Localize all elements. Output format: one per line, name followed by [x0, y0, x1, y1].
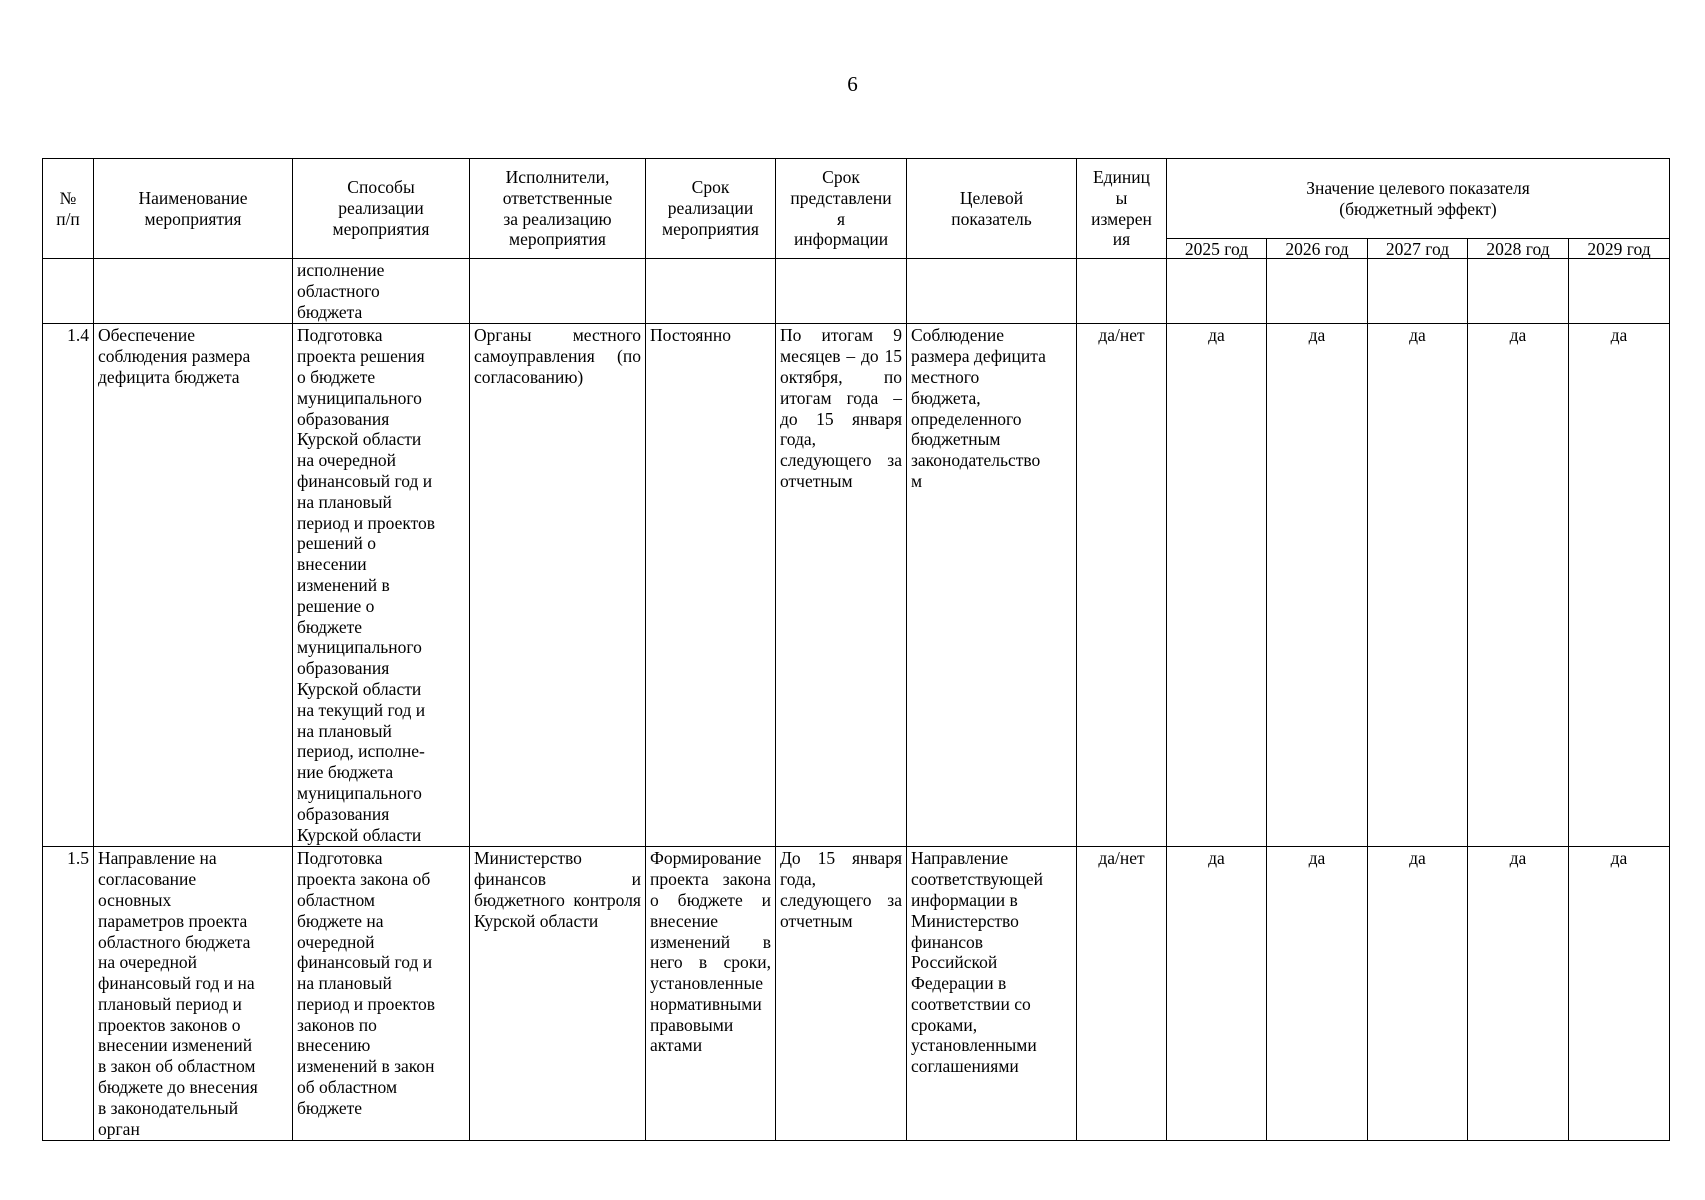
- cell-value-2027: да: [1368, 847, 1468, 1141]
- cell-empty: [94, 259, 293, 324]
- cell-name: Обеспечение соблюдения размера дефицита бюджета: [94, 324, 293, 847]
- cell-empty: [43, 259, 94, 324]
- cell-term: Постоянно: [646, 324, 776, 847]
- cell-value-2025: да: [1167, 847, 1267, 1141]
- cell-empty: [1167, 259, 1267, 324]
- cell-empty: [1468, 259, 1569, 324]
- cell-term: Формирование проекта закона о бюджете и внесение изменений в него в сроки, установленные нормативными правовыми актами: [646, 847, 776, 1141]
- cell-value-2028: да: [1468, 847, 1569, 1141]
- header-year-2028: 2028 год: [1486, 238, 1550, 259]
- cell-num: 1.5: [43, 847, 94, 1141]
- cell-executors: Министерство финансов и бюджетного контроля Курской области: [470, 847, 646, 1141]
- cell-unit: да/нет: [1077, 324, 1167, 847]
- cell-empty: [1569, 259, 1670, 324]
- cell-methods-continuation: исполнение областного бюджета: [293, 259, 470, 324]
- cell-empty: [646, 259, 776, 324]
- header-num: № п/п: [43, 159, 94, 259]
- cell-indicator: Соблюдение размера дефицита местного бюджета, определенного бюджетным законодательство м: [907, 324, 1077, 847]
- measures-table: [42, 158, 1670, 1141]
- cell-report-term: По итогам 9 месяцев – до 15 октября, по итогам года – до 15 января года, следующего за отчетным: [776, 324, 907, 847]
- header-value-group: Значение целевого показателя (бюджетный эффект): [1167, 159, 1670, 239]
- cell-name: Направление на согласование основных параметров проекта областного бюджета на очередной финансовый год и на плановый период и проектов законов о внесении изменений в закон об областном бюджете до внесения в законодательный орган: [94, 847, 293, 1141]
- cell-value-2029: да: [1569, 324, 1670, 847]
- header-row: [43, 159, 1670, 239]
- header-report-term: Срок представлени я информации: [776, 159, 907, 259]
- cell-value-2027: да: [1368, 324, 1468, 847]
- cell-unit: да/нет: [1077, 847, 1167, 1141]
- cell-empty: [1368, 259, 1468, 324]
- header-executors: Исполнители, ответственные за реализацию мероприятия: [470, 159, 646, 259]
- header-year-2029: 2029 год: [1587, 238, 1651, 259]
- header-term: Срок реализации мероприятия: [646, 159, 776, 259]
- header-year-2026: 2026 год: [1285, 238, 1349, 259]
- cell-indicator: Направление соответствующей информации в Министерство финансов Российской Федерации в соответствии со сроками, установленными соглашениями: [907, 847, 1077, 1141]
- cell-empty: [1077, 259, 1167, 324]
- table-row: [43, 847, 1670, 1141]
- cell-num: 1.4: [43, 324, 94, 847]
- table-row: [43, 324, 1670, 847]
- cell-value-2026: да: [1267, 847, 1368, 1141]
- cell-methods: Подготовка проекта закона об областном бюджете на очередной финансовый год и на плановый период и проектов законов по внесению изменений в закон об областном бюджете: [293, 847, 470, 1141]
- header-indicator: Целевой показатель: [907, 159, 1077, 259]
- cell-empty: [907, 259, 1077, 324]
- header-year-2027: 2027 год: [1385, 238, 1450, 259]
- cell-value-2029: да: [1569, 847, 1670, 1141]
- cell-report-term: До 15 января года, следующего за отчетным: [776, 847, 907, 1141]
- cell-value-2025: да: [1167, 324, 1267, 847]
- header-year-2025: 2025 год: [1184, 238, 1249, 259]
- cell-methods: Подготовка проекта решения о бюджете муниципального образования Курской области на очередной финансовый год и на плановый период и проектов решений о внесении изменений в решение о бюджете муниципального образования Курской области на текущий год и на плановый период, исполне- ние бюджета муниципального образования Курской области: [293, 324, 470, 847]
- cell-value-2026: да: [1267, 324, 1368, 847]
- cell-value-2028: да: [1468, 324, 1569, 847]
- page-number: 6: [847, 72, 858, 96]
- header-unit: Единиц ы измерен ия: [1077, 159, 1167, 259]
- cell-empty: [776, 259, 907, 324]
- cell-executors: Органы местного самоуправления (по согласованию): [470, 324, 646, 847]
- cell-empty: [470, 259, 646, 324]
- cell-empty: [1267, 259, 1368, 324]
- header-methods: Способы реализации мероприятия: [293, 159, 470, 259]
- table-row-continuation: [43, 259, 1670, 324]
- header-name: Наименование мероприятия: [94, 159, 293, 259]
